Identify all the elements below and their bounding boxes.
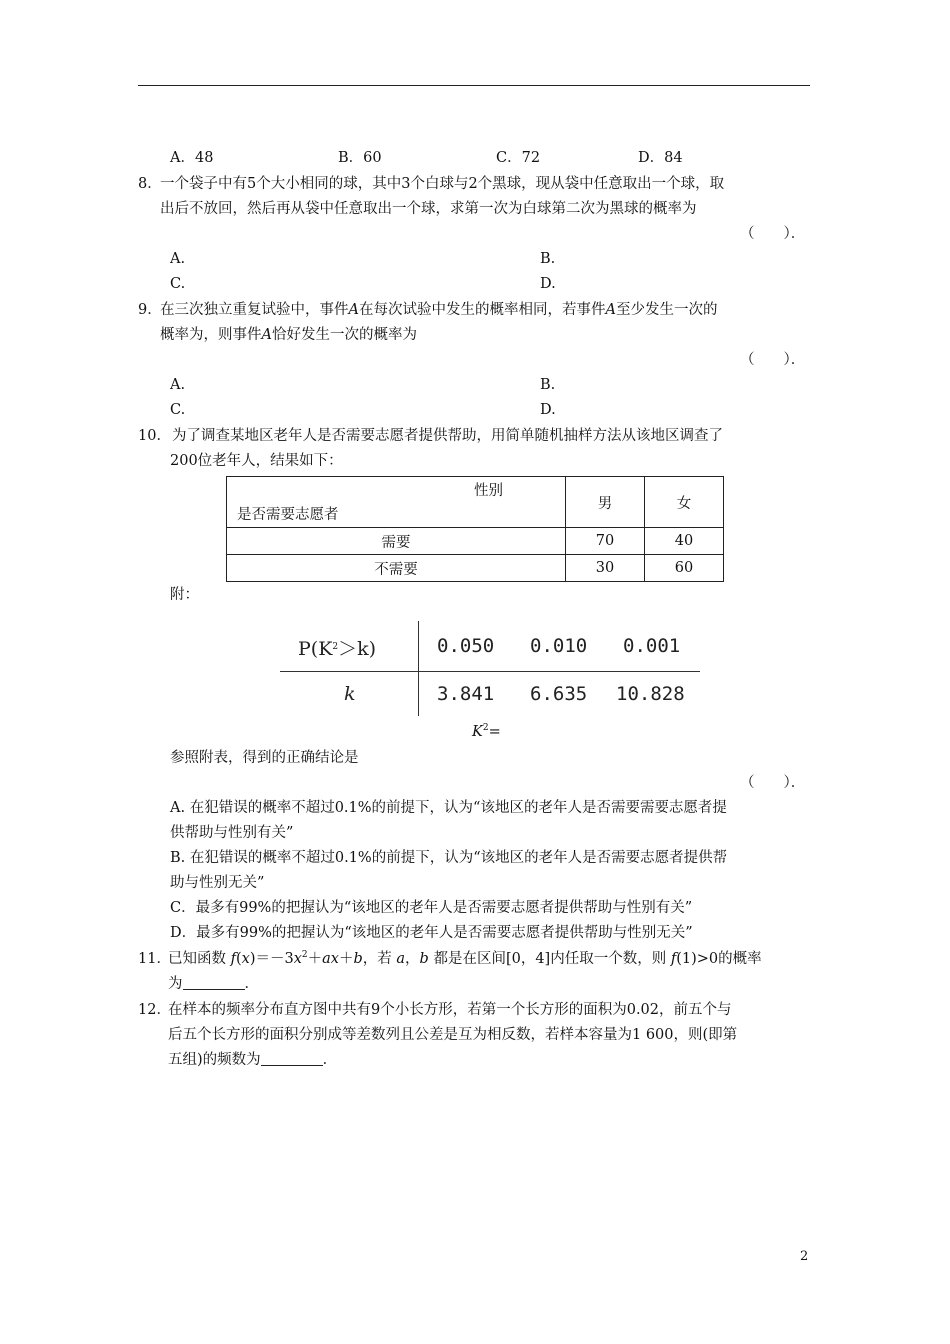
prob-row-label: $P(K^2>k)$ (298, 638, 377, 660)
q12-text-line3: 五组)的频数为 ． (168, 1052, 338, 1068)
q11-text-line1: 已知函数 $f(x)=-3x^2+ax+b$，若 a，b 都是在区间[0，4]内任取一个数，则 f(1)>0的概率 (168, 950, 762, 967)
table-divider-horizontal (280, 671, 700, 672)
q10-option-a-line2: 供帮助与性别有关” (170, 825, 294, 841)
q12-number: 12． (138, 1002, 171, 1018)
k-value: 6.635 (530, 683, 588, 705)
corner-label-need: 是否需要志愿者 (237, 507, 339, 523)
q10-option-b-line2: 助与性别无关” (170, 875, 265, 891)
chi-square-formula: $K^2=$ (472, 723, 501, 740)
critical-value-table (280, 621, 700, 716)
q12-text-line1: 在样本的频率分布直方图中共有9个小长方形，若第一个长方形的面积为0.02，前五个与 (168, 1002, 732, 1018)
cell-female: 60 (645, 555, 724, 582)
q7-option-a: A．48 (170, 150, 214, 166)
q8-option-a: A. (170, 251, 186, 267)
q10-text-line2: 200位老年人，结果如下： (170, 453, 343, 469)
prob-value: 0.010 (530, 635, 588, 657)
row-label: 需要 (227, 528, 566, 555)
q10-option-d: D．最多有99%的把握认为“该地区的老年人是否需要志愿者提供帮助与性别无关” (170, 925, 693, 941)
q8-option-c: C. (170, 276, 186, 292)
page-number: 2 (800, 1249, 809, 1264)
answer-blank[interactable] (183, 976, 245, 990)
q8-answer-paren: （ ）． (740, 226, 806, 242)
header-rule (138, 85, 810, 86)
q7-option-d: D．84 (638, 150, 683, 166)
q8-option-d: D. (540, 276, 556, 292)
q9-number: 9． (138, 302, 162, 318)
q10-option-b-line1: B. 在犯错误的概率不超过0.1%的前提下，认为“该地区的老年人是否需要志愿者提供帮 (170, 850, 728, 866)
q7-option-c: C．72 (496, 150, 541, 166)
prob-value: 0.050 (437, 635, 495, 657)
cell-male: 70 (566, 528, 645, 555)
prob-value: 0.001 (623, 635, 681, 657)
q8-option-b: B. (540, 251, 556, 267)
q9-option-b: B. (540, 377, 556, 393)
q8-text-line2: 出后不放回，然后再从袋中任意取出一个球，求第一次为白球第二次为黑球的概率为 (160, 201, 697, 217)
k-value: 3.841 (437, 683, 495, 705)
table-header-row (227, 477, 724, 528)
q10-number: 10． (138, 428, 171, 444)
q9-option-d: D. (540, 402, 556, 418)
q7-option-b: B．60 (338, 150, 382, 166)
k-row-label: k (344, 683, 356, 705)
q11-text-line2: 为 ． (168, 976, 259, 992)
q10-text-line1: 为了调查某地区老年人是否需要志愿者提供帮助，用简单随机抽样方法从该地区调查了 (172, 428, 723, 444)
appendix-label: 附： (170, 587, 199, 603)
q9-text-line1: 在三次独立重复试验中，事件A在每次试验中发生的概率相同，若事件A至少发生一次的 (160, 302, 718, 318)
corner-label-gender: 性别 (474, 483, 503, 499)
q10-option-a-line1: A. 在犯错误的概率不超过0.1%的前提下，认为“该地区的老年人是否需要需要志愿者提 (170, 800, 727, 816)
cell-female: 40 (645, 528, 724, 555)
answer-blank[interactable] (261, 1052, 323, 1066)
q9-answer-paren: （ ）． (740, 352, 806, 368)
table-row (227, 528, 724, 555)
cell-male: 30 (566, 555, 645, 582)
table-corner-cell (227, 477, 566, 528)
row-label: 不需要 (227, 555, 566, 582)
q8-number: 8． (138, 176, 162, 192)
column-header-male: 男 (566, 477, 645, 528)
q9-text-line2: 概率为，则事件A恰好发生一次的概率为 (160, 327, 417, 343)
q10-prompt: 参照附表，得到的正确结论是 (170, 750, 359, 766)
q9-option-c: C. (170, 402, 186, 418)
q10-option-c: C．最多有99%的把握认为“该地区的老年人是否需要志愿者提供帮助与性别有关” (170, 900, 693, 916)
k-value: 10.828 (616, 683, 685, 705)
table-divider-vertical (418, 621, 419, 716)
survey-table (226, 476, 724, 582)
table-row (227, 555, 724, 582)
q11-number: 11． (138, 951, 171, 967)
q8-text-line1: 一个袋子中有5个大小相同的球，其中3个白球与2个黑球，现从袋中任意取出一个球，取 (160, 176, 725, 192)
q12-text-line2: 后五个长方形的面积分别成等差数列且公差是互为相反数，若样本容量为1 600，则(即第 (168, 1027, 738, 1043)
column-header-female: 女 (645, 477, 724, 528)
q10-answer-paren: （ ）． (740, 775, 806, 791)
q9-option-a: A. (170, 377, 186, 393)
